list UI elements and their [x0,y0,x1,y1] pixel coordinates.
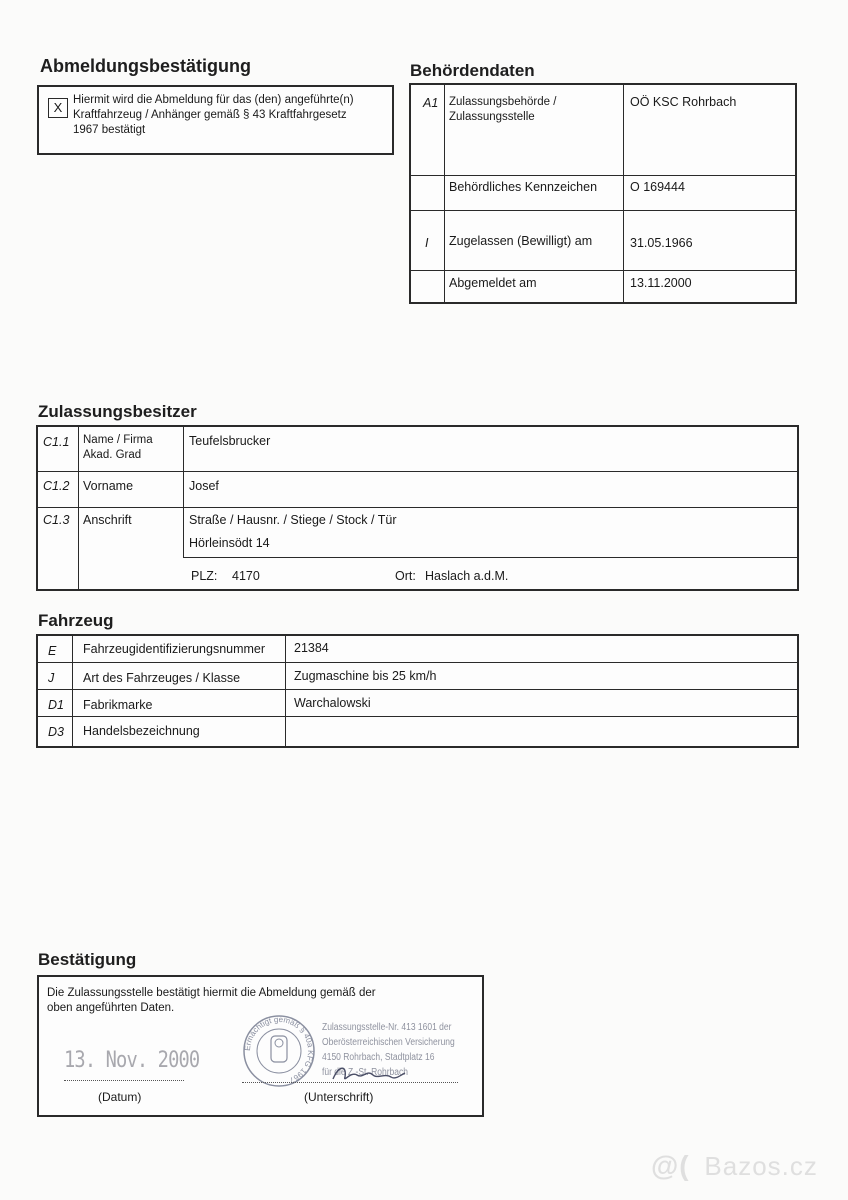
owner-code-c12: C1.2 [43,479,70,493]
seal-icon [240,1012,318,1090]
footer-title: Bestätigung [38,950,137,969]
stamp-line-2: Oberösterreichischen Versicherung [322,1037,455,1048]
owner-label-vorname: Vorname [83,479,134,493]
owner-label-name: Name / Firma Akad. Grad [83,434,153,461]
vehicle-label-art: Art des Fahrzeuges / Klasse [83,671,241,685]
owner-label-anschrift: Anschrift [83,513,132,527]
authority-title: Behördendaten [410,61,535,80]
vehicle-table [36,634,799,748]
authority-value-abgemeldet: 13.11.2000 [630,276,692,290]
vehicle-label-fin: Fahrzeugidentifizierungsnummer [83,642,266,656]
owner-ort-label: Ort: [395,569,416,583]
vehicle-label-handelsbezeichnung: Handelsbezeichnung [83,724,200,738]
owner-value-vorname: Josef [189,479,219,493]
authority-label-kennzeichen: Behördliches Kennzeichen [449,180,598,194]
confirmation-text: Hiermit wird die Abmeldung für das (den) angeführte(n) Kraftfahrzeug / Anhänger gemäß § 43 Kraftfahrgesetz 1967 bestätigt [73,94,354,136]
watermark-text: Bazos.cz [704,1151,818,1181]
date-line [64,1080,184,1081]
vehicle-code-j: J [48,671,55,685]
vehicle-value-fabrikmarke: Warchalowski [294,696,371,710]
vehicle-code-d1: D1 [48,698,64,712]
vehicle-label-fabrikmarke: Fabrikmarke [83,698,153,712]
owner-plz-value: 4170 [232,569,260,583]
watermark-symbol: @( [651,1150,690,1181]
stamp-line-4: für die Z.-St. Rohrbach [322,1067,408,1078]
vehicle-code-e: E [48,644,57,658]
stamp-line-1: Zulassungsstelle-Nr. 413 1601 der [322,1022,452,1033]
date-label: (Datum) [98,1090,142,1104]
authority-code-i: I [425,236,429,250]
vehicle-value-art: Zugmaschine bis 25 km/h [294,669,437,683]
watermark [651,1150,818,1182]
owner-value-name: Teufelsbrucker [189,434,271,448]
vehicle-code-d3: D3 [48,725,64,739]
owner-title: Zulassungsbesitzer [38,402,197,421]
date-stamp: 13. Nov. 2000 [64,1048,200,1073]
footer-text: Die Zulassungsstelle bestätigt hiermit die Abmeldung gemäß der oben angeführten Daten. [47,987,376,1014]
owner-table [36,425,799,591]
vehicle-value-fin: 21384 [294,641,329,655]
seal-text: Ermächtigt gemäß § 40a KFG 1967 [242,1014,316,1085]
owner-value-address: Hörleinsödt 14 [189,536,270,550]
authority-label-abgemeldet: Abgemeldet am [449,276,537,290]
confirmation-title: Abmeldungsbestätigung [40,56,251,76]
authority-value-zugelassen: 31.05.1966 [630,236,693,250]
authority-table [409,83,797,304]
signature-label: (Unterschrift) [304,1090,374,1104]
authority-value-behoerde: OÖ KSC Rohrbach [630,95,737,109]
confirmation-checkbox: X [48,98,68,118]
authority-label-zugelassen: Zugelassen (Bewilligt) am [449,234,593,248]
owner-code-c13: C1.3 [43,513,70,527]
owner-address-format-label: Straße / Hausnr. / Stiege / Stock / Tür [189,513,397,527]
authority-label-behoerde: Zulassungsbehörde / Zulassungsstelle [449,96,557,123]
authority-value-kennzeichen: O 169444 [630,180,685,194]
stamp-line-3: 4150 Rohrbach, Stadtplatz 16 [322,1052,435,1063]
owner-code-c11: C1.1 [43,435,70,449]
signature-line [242,1082,458,1083]
owner-plz-label: PLZ: [191,569,218,583]
authority-code-a1: A1 [423,96,439,110]
footer-box [37,975,484,1117]
vehicle-title: Fahrzeug [38,611,114,630]
confirmation-box [37,85,394,155]
owner-ort-value: Haslach a.d.M. [425,569,509,583]
